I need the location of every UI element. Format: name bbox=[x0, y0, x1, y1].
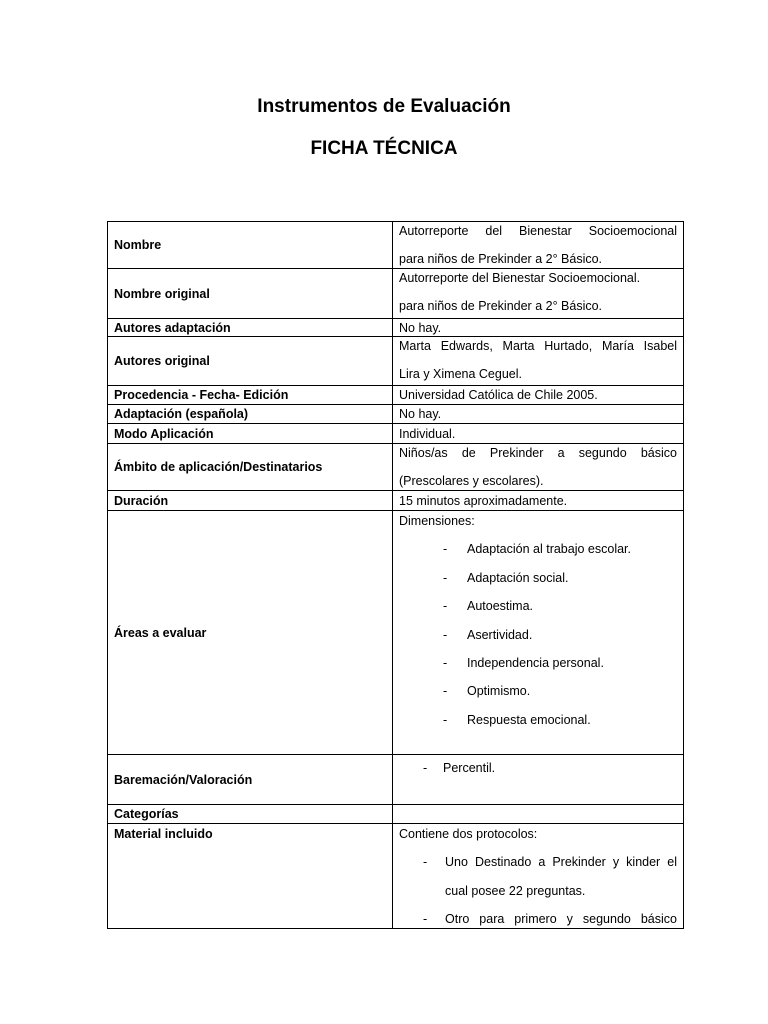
row-label: Modo Aplicación bbox=[108, 424, 393, 444]
row-value bbox=[393, 444, 684, 491]
list-item: - Percentil. bbox=[423, 761, 496, 775]
row-label: Nombre original bbox=[108, 269, 393, 319]
row-value-line: Marta Edwards, Marta Hurtado, María Isabel bbox=[399, 339, 677, 353]
row-value bbox=[393, 511, 684, 755]
list-item: - Independencia personal. bbox=[443, 655, 604, 670]
row-label: Áreas a evaluar bbox=[108, 511, 393, 755]
dimensions-list bbox=[399, 542, 677, 726]
row-value bbox=[393, 824, 684, 929]
table-row-areas bbox=[108, 511, 684, 755]
list-item: - Adaptación al trabajo escolar. bbox=[443, 542, 631, 557]
row-label: Nombre bbox=[108, 222, 393, 269]
row-value-line: Autorreporte del Bienestar Socioemocional. bbox=[399, 271, 641, 285]
row-value: 15 minutos aproximadamente. bbox=[393, 491, 684, 511]
list-item: - Asertividad. bbox=[443, 627, 533, 642]
row-label: Ámbito de aplicación/Destinatarios bbox=[108, 444, 393, 491]
row-value-line: Autorreporte del Bienestar Socioemocional bbox=[399, 224, 677, 238]
list-item: - Autoestima. bbox=[443, 599, 534, 614]
dash-bullet: - bbox=[423, 855, 428, 870]
table-row-ambito bbox=[108, 444, 684, 491]
protocols-heading: Contiene dos protocolos: bbox=[399, 827, 538, 841]
row-value: No hay. bbox=[393, 405, 684, 424]
row-label: Autores adaptación bbox=[108, 319, 393, 337]
row-value bbox=[393, 222, 684, 269]
row-label: Material incluido bbox=[108, 824, 393, 929]
table-row-nombre-original bbox=[108, 269, 684, 319]
list-item: - Respuesta emocional. bbox=[443, 712, 591, 727]
list-item: - Otro para primero y segundo básico bbox=[423, 912, 677, 927]
protocols-list bbox=[399, 855, 677, 926]
row-value bbox=[393, 337, 684, 386]
row-label: Procedencia - Fecha- Edición bbox=[108, 386, 393, 405]
dash-bullet: - bbox=[443, 599, 448, 614]
dash-bullet: - bbox=[443, 655, 448, 670]
table-row-autores-adaptacion bbox=[108, 319, 684, 337]
dash-bullet: - bbox=[443, 684, 448, 699]
row-value-line: Niños/as de Prekinder a segundo básico bbox=[399, 446, 677, 460]
table-row-baremacion bbox=[108, 755, 684, 805]
table-row-modo bbox=[108, 424, 684, 444]
dash-bullet: - bbox=[443, 712, 448, 727]
dash-bullet: - bbox=[443, 570, 448, 585]
row-label: Duración bbox=[108, 491, 393, 511]
row-label: Baremación/Valoración bbox=[108, 755, 393, 805]
row-value: Universidad Católica de Chile 2005. bbox=[393, 386, 684, 405]
row-value-line: (Prescolares y escolares). bbox=[399, 474, 544, 489]
list-item: - Uno Destinado a Prekinder y kinder el cual posee 22 preguntas. bbox=[423, 855, 677, 898]
ficha-tecnica-table bbox=[107, 221, 684, 929]
table-row-material bbox=[108, 824, 684, 929]
dash-bullet: - bbox=[443, 542, 448, 557]
row-value-line: para niños de Prekinder a 2° Básico. bbox=[399, 252, 603, 267]
document-title: Instrumentos de Evaluación bbox=[257, 96, 511, 117]
dimensions-heading: Dimensiones: bbox=[399, 514, 475, 528]
row-value-line: para niños de Prekinder a 2° Básico. bbox=[399, 299, 603, 314]
row-label: Categorías bbox=[108, 805, 393, 824]
row-value bbox=[393, 755, 684, 805]
document-subtitle: FICHA TÉCNICA bbox=[310, 138, 458, 159]
row-value: Individual. bbox=[393, 424, 684, 444]
dash-bullet: - bbox=[423, 912, 428, 927]
row-value bbox=[393, 269, 684, 319]
row-value-line: Lira y Ximena Ceguel. bbox=[399, 367, 522, 382]
row-value: No hay. bbox=[393, 319, 684, 337]
table-row-duracion bbox=[108, 491, 684, 511]
row-value bbox=[393, 805, 684, 824]
row-label: Adaptación (española) bbox=[108, 405, 393, 424]
row-label: Autores original bbox=[108, 337, 393, 386]
dash-bullet: - bbox=[423, 761, 428, 775]
table-row-procedencia bbox=[108, 386, 684, 405]
list-item: - Optimismo. bbox=[443, 684, 531, 699]
table-row-categorias bbox=[108, 805, 684, 824]
table-row-adaptacion bbox=[108, 405, 684, 424]
list-item: - Adaptación social. bbox=[443, 570, 569, 585]
dash-bullet: - bbox=[443, 627, 448, 642]
table-row-autores-original bbox=[108, 337, 684, 386]
table-row-nombre bbox=[108, 222, 684, 269]
